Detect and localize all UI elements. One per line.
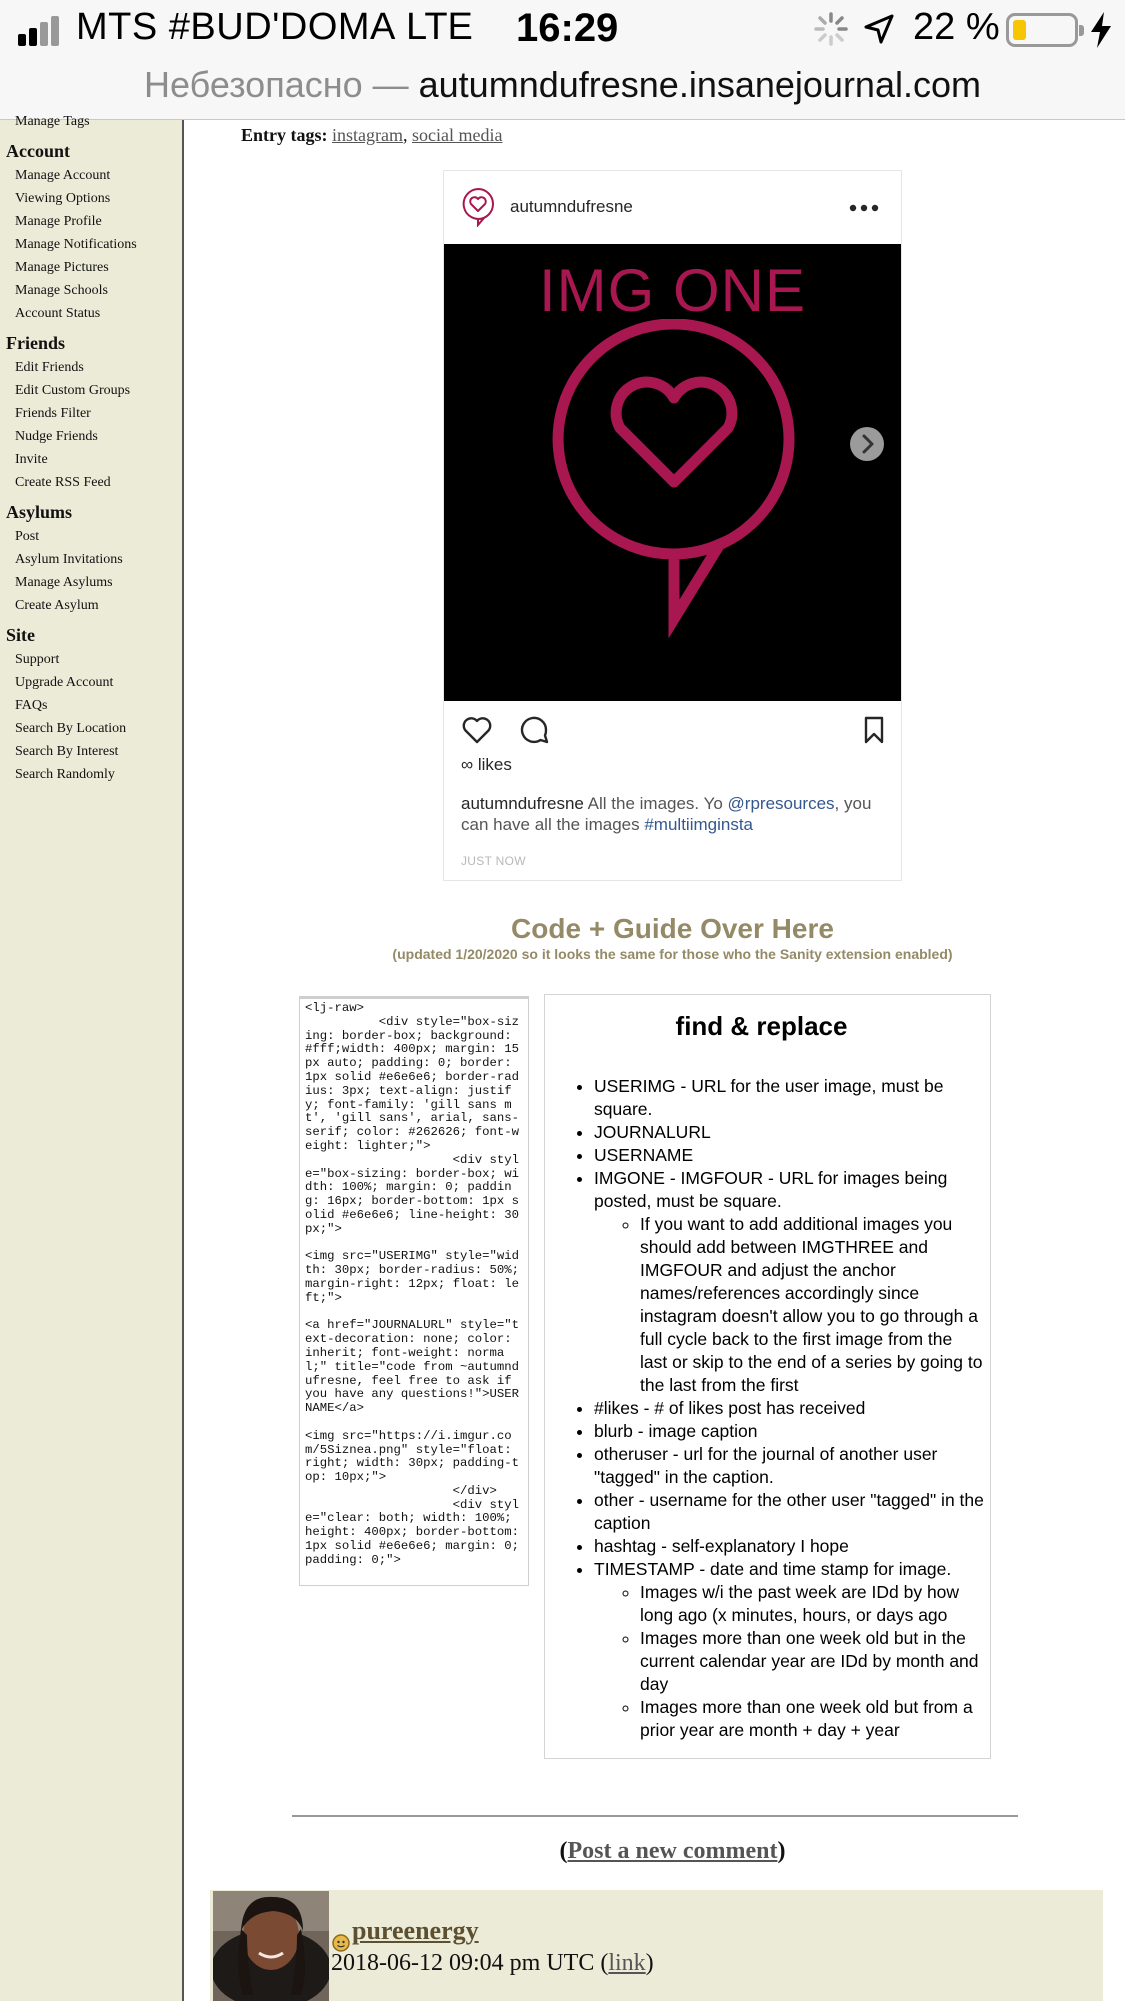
find-replace-item-text: hashtag - self-explanatory I hope bbox=[594, 1536, 849, 1556]
caption-text: , you can have all the images bbox=[461, 794, 872, 834]
next-image-arrow-icon[interactable] bbox=[849, 426, 885, 462]
find-replace-list bbox=[594, 1075, 984, 1742]
code-textarea[interactable] bbox=[299, 996, 529, 1586]
url-domain: autumndufresne.insanejournal.com bbox=[418, 64, 981, 105]
post-comment-row bbox=[200, 1838, 1125, 1865]
post-caption bbox=[461, 793, 891, 835]
find-replace-item-text: blurb - image caption bbox=[594, 1421, 758, 1441]
tag-separator: , bbox=[402, 125, 412, 145]
comment-date bbox=[331, 1950, 654, 1977]
sidebar-item-account-status[interactable]: Account Status bbox=[15, 306, 101, 321]
loading-spinner-icon bbox=[814, 12, 848, 46]
status-bar bbox=[0, 0, 1125, 62]
find-replace-item bbox=[594, 1121, 984, 1144]
caption-mention[interactable]: @rpresources bbox=[727, 794, 835, 813]
find-replace-item-text: other - username for the other user "tagged" in the caption bbox=[594, 1490, 984, 1533]
sidebar-item-search-by-interest[interactable]: Search By Interest bbox=[15, 744, 119, 759]
url-bar[interactable] bbox=[0, 62, 1125, 120]
divider bbox=[292, 1815, 1018, 1817]
find-replace-item bbox=[594, 1489, 984, 1535]
comment bbox=[210, 1890, 1103, 2001]
comment-permalink[interactable]: link bbox=[608, 1950, 646, 1976]
bookmark-icon[interactable] bbox=[858, 714, 890, 746]
sidebar bbox=[0, 114, 184, 2001]
sidebar-item-friends-filter[interactable]: Friends Filter bbox=[15, 406, 91, 421]
battery-icon bbox=[1006, 13, 1078, 47]
comment-date-text: 2018-06-12 09:04 pm UTC bbox=[331, 1950, 595, 1976]
sidebar-item-manage-schools[interactable]: Manage Schools bbox=[15, 283, 108, 298]
find-replace-item-text: TIMESTAMP - date and time stamp for image. bbox=[594, 1559, 952, 1579]
sidebar-item-manage-account[interactable]: Manage Account bbox=[15, 168, 111, 183]
caption-text: All the images. Yo bbox=[583, 794, 728, 813]
sidebar-item-manage-profile[interactable]: Manage Profile bbox=[15, 214, 102, 229]
post-username[interactable]: autumndufresne bbox=[510, 197, 633, 216]
more-options-icon[interactable] bbox=[849, 203, 879, 213]
clock: 16:29 bbox=[516, 6, 619, 50]
find-replace-item bbox=[594, 1558, 984, 1742]
sidebar-item-invite[interactable]: Invite bbox=[15, 452, 48, 467]
caption-hashtag[interactable]: #multiimginsta bbox=[644, 815, 753, 834]
find-replace-item-text: USERIMG - URL for the user image, must be square. bbox=[594, 1076, 944, 1119]
sidebar-item-create-asylum[interactable]: Create Asylum bbox=[15, 598, 99, 613]
battery-percent: 22 % bbox=[913, 6, 1000, 48]
find-replace-subitem: ◦ If you want to add additional images you should add between IMGTHREE and IMGFOUR and adjust the anchor names/references accordingly since instagram doesn't allow you to go through a full cycle back to the first image from the last or skip to the end of a series by going to the last from the first bbox=[640, 1213, 984, 1397]
sidebar-item-edit-friends[interactable]: Edit Friends bbox=[15, 360, 84, 375]
paren: ) bbox=[645, 1950, 654, 1976]
find-replace-item-text: #likes - # of likes post has received bbox=[594, 1398, 866, 1418]
commenter-username bbox=[352, 1916, 479, 1946]
network-type: LTE bbox=[406, 6, 473, 48]
paren: ) bbox=[777, 1838, 786, 1864]
sidebar-item-manage-pictures[interactable]: Manage Pictures bbox=[15, 260, 109, 275]
sidebar-heading-friends: Friends bbox=[6, 333, 66, 353]
insecure-label: Небезопасно — bbox=[144, 64, 409, 105]
sidebar-item-manage-notifications[interactable]: Manage Notifications bbox=[15, 237, 137, 252]
find-replace-item bbox=[594, 1535, 984, 1558]
guide-title: Code + Guide Over Here bbox=[511, 913, 834, 944]
post-image-title: IMG ONE bbox=[538, 257, 806, 324]
find-replace-item bbox=[594, 1167, 984, 1397]
sidebar-item-search-randomly[interactable]: Search Randomly bbox=[15, 767, 115, 782]
sidebar-heading-account: Account bbox=[6, 141, 70, 161]
guide-subtitle: (updated 1/20/2020 so it looks the same for those who the Sanity extension enabled) bbox=[392, 946, 953, 962]
tag-link[interactable]: instagram bbox=[332, 125, 403, 145]
post-timestamp: JUST NOW bbox=[461, 854, 526, 868]
tag-link[interactable]: social media bbox=[411, 125, 503, 145]
signal-icon bbox=[18, 16, 68, 46]
sidebar-item-viewing-options[interactable]: Viewing Options bbox=[15, 191, 111, 206]
sidebar-item-post[interactable]: Post bbox=[15, 529, 40, 544]
find-replace-item bbox=[594, 1397, 984, 1420]
comment-bubble-icon[interactable] bbox=[518, 714, 550, 746]
entry-tags-label: Entry tags: bbox=[241, 125, 328, 145]
post-header bbox=[444, 171, 901, 244]
sidebar-item-create-rss-feed[interactable]: Create RSS Feed bbox=[15, 475, 111, 490]
code-snippet: <lj-raw> <div style="box-sizing: border-box; background: #fff;width: 400px; margin: 15px auto; padding: 0; border: 1px solid #e6e6e6; border-radius: 3px; text-align: justify; font-family: 'gill sans mt', 'gill sans', arial, sans-serif; color: #262626; font-weight: lighter;"> <div style="box-sizing: border-box; width: 100%; margin: 0; padding: 16px; border-bottom: 1px solid #e6e6e6; line-height: 30px;"> <img src="USERIMG" style="width: 30px; border-radius: 50%; margin-right: 12px; float: left;"> <a href="JOURNALURL" style="text-decoration: none; color: inherit; font-weight: normal;" title="code from ~autumndufresne, feel free to ask if you have any questions!">USERNAME</a> <img src="https://i.imgur.com/5Sizneа.png" style="float: right; width: 30px; padding-top: 10px;"> </div> <div style="clear: both; width: 100%; height: 400px; border-bottom: 1px solid #e6e6e6; margin: 0; padding: 0;"> bbox=[305, 1001, 520, 1567]
sidebar-heading-asylums: Asylums bbox=[6, 502, 73, 522]
sidebar-item-support[interactable]: Support bbox=[15, 652, 60, 667]
like-heart-icon[interactable] bbox=[461, 714, 493, 746]
caption-username[interactable]: autumndufresne bbox=[461, 794, 584, 813]
user-avatar-heart-icon[interactable] bbox=[460, 187, 496, 227]
sidebar-item-edit-custom-groups[interactable]: Edit Custom Groups bbox=[15, 383, 131, 398]
post-comment-link[interactable]: Post a new comment bbox=[567, 1838, 778, 1864]
charging-bolt-icon bbox=[1086, 10, 1116, 50]
carrier-name: MTS #BUD'DOMA bbox=[76, 6, 396, 48]
entry-tags bbox=[241, 125, 502, 146]
sidebar-item-asylum-invitations[interactable]: Asylum Invitations bbox=[15, 552, 123, 567]
find-replace-item bbox=[594, 1144, 984, 1167]
find-replace-item bbox=[594, 1075, 984, 1121]
find-replace-subitem: ◦ Images w/i the past week are IDd by how long ago (x minutes, hours, or days ago bbox=[640, 1581, 984, 1627]
find-replace-item-text: IMGONE - IMGFOUR - URL for images being posted, must be square. bbox=[594, 1168, 948, 1211]
find-replace-sublist bbox=[640, 1581, 984, 1742]
heart-speech-bubble-icon bbox=[544, 319, 804, 639]
paren: ( bbox=[559, 1838, 568, 1864]
likes-count: ∞ likes bbox=[461, 755, 512, 774]
commenter-avatar[interactable] bbox=[213, 1891, 329, 2001]
find-replace-item bbox=[594, 1443, 984, 1489]
battery-fill bbox=[1013, 20, 1026, 40]
find-replace-title: find & replace bbox=[675, 1011, 848, 1041]
find-replace-subitem: ◦ Images more than one week old but from a prior year are month + day + year bbox=[640, 1696, 984, 1742]
find-replace-item bbox=[594, 1420, 984, 1443]
post-image bbox=[444, 244, 901, 701]
find-replace-subitem: ◦ Images more than one week old but in the current calendar year are IDd by month and day bbox=[640, 1627, 984, 1696]
sidebar-heading-site: Site bbox=[6, 625, 35, 645]
find-replace-item-text: USERNAME bbox=[594, 1145, 694, 1165]
find-replace-box bbox=[544, 994, 991, 1759]
paren: ( bbox=[594, 1950, 609, 1976]
sidebar-item-upgrade-account[interactable]: Upgrade Account bbox=[15, 675, 114, 690]
find-replace-sublist bbox=[640, 1213, 984, 1397]
find-replace-item-text: JOURNALURL bbox=[594, 1122, 711, 1142]
commenter-username-link[interactable]: pureenergy bbox=[352, 1916, 479, 1945]
sidebar-item-manage-tags[interactable]: Manage Tags bbox=[15, 114, 90, 129]
sidebar-item-search-by-location[interactable]: Search By Location bbox=[15, 721, 127, 736]
location-arrow-icon bbox=[862, 12, 896, 46]
instagram-post-card bbox=[443, 170, 902, 881]
sidebar-item-nudge-friends[interactable]: Nudge Friends bbox=[15, 429, 98, 444]
sidebar-item-manage-asylums[interactable]: Manage Asylums bbox=[15, 575, 113, 590]
find-replace-item-text: otheruser - url for the journal of another user "tagged" in the caption. bbox=[594, 1444, 938, 1487]
sidebar-item-faqs[interactable]: FAQs bbox=[15, 698, 48, 713]
